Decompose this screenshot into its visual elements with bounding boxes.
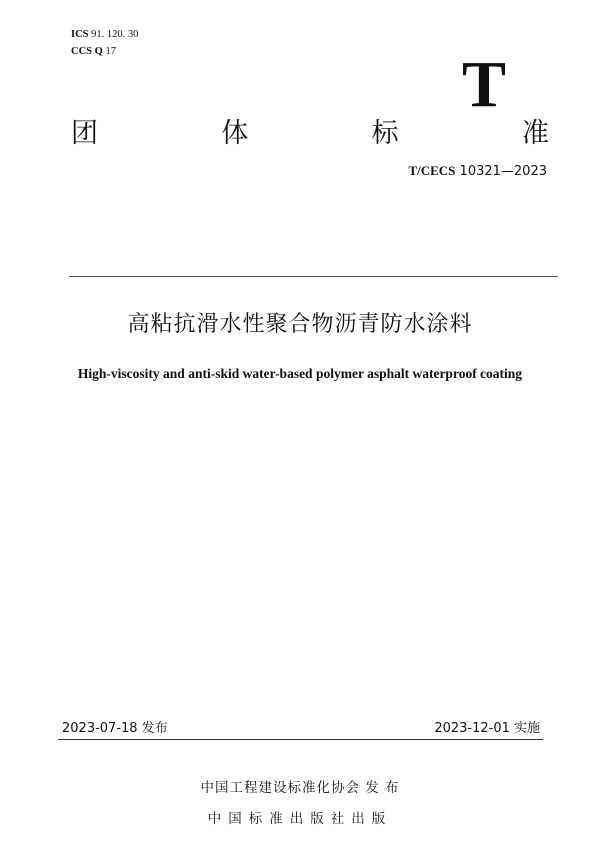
standard-number-prefix: T/CECS: [408, 163, 456, 178]
ics-label: ICS: [71, 29, 89, 40]
standard-number: [408, 163, 547, 180]
standard-type-heading: [71, 118, 549, 150]
issue-date: 2023-07-18 发布: [62, 721, 168, 736]
ics-code: 91. 120. 30: [91, 29, 139, 40]
ccs-classification: [71, 45, 116, 59]
standard-type-char: 准: [521, 118, 549, 149]
ics-classification: [71, 28, 138, 42]
top-divider: [69, 276, 558, 277]
implementation-date: 2023-12-01 实施: [434, 721, 540, 736]
ccs-code: 17: [105, 46, 116, 57]
standard-number-value: 10321—2023: [459, 164, 547, 179]
title-english: High-viscosity and anti-skid water-based polymer asphalt waterproof coating: [77, 366, 523, 381]
issuing-organization: 中国工程建设标准化协会 发 布: [200, 780, 400, 796]
ccs-label: CCS Q: [71, 46, 103, 57]
standard-type-char: 体: [221, 118, 249, 149]
publishing-house: 中国标准出版社出版: [207, 811, 393, 827]
standard-type-char: 团: [71, 118, 98, 149]
standard-logo-letter: T: [462, 48, 507, 121]
title-chinese: 高粘抗滑水性聚合物沥青防水涂料: [127, 312, 473, 337]
standard-type-char: 标: [371, 118, 399, 149]
bottom-divider: [58, 739, 543, 740]
